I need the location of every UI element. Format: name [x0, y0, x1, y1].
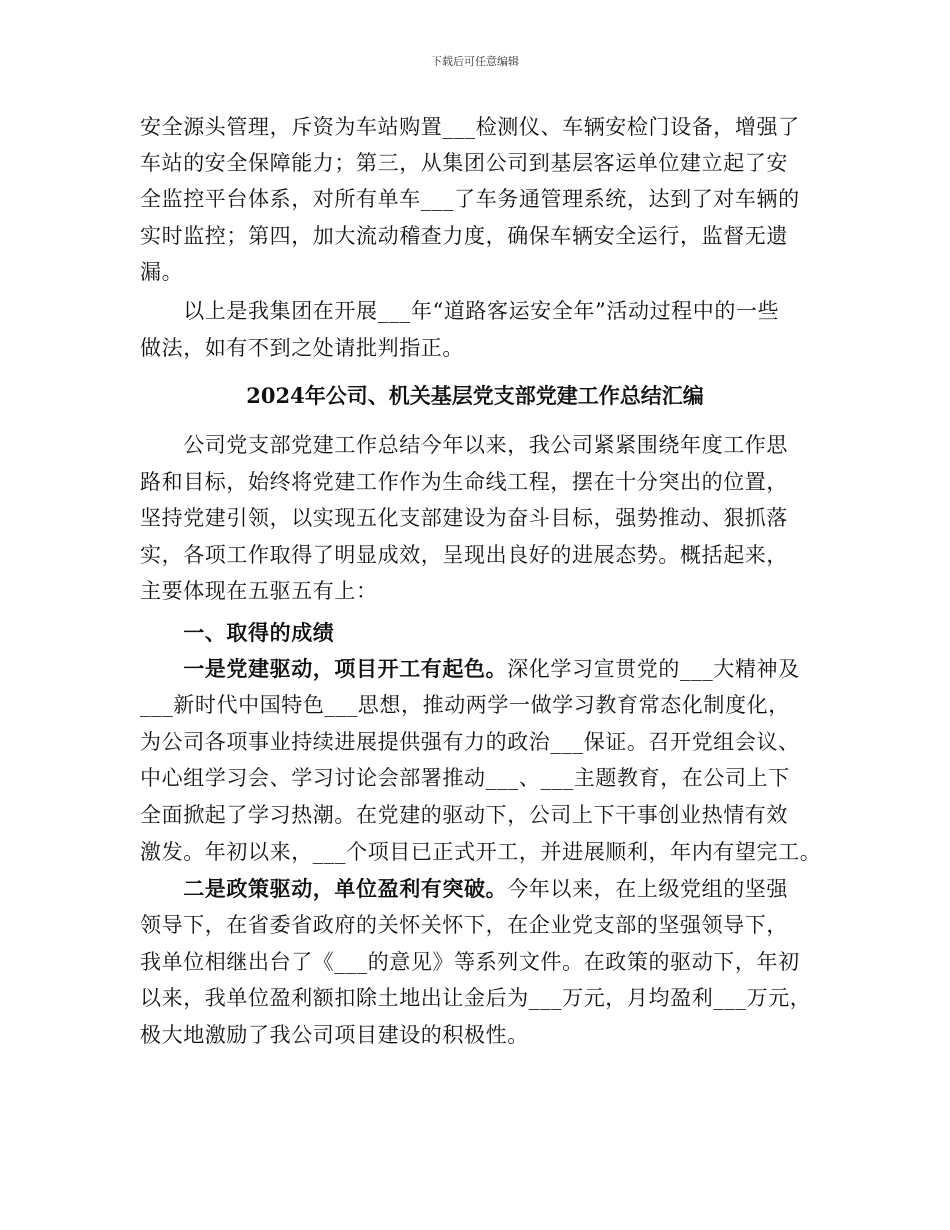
- section-heading-text: 一、取得的成绩: [140, 620, 335, 645]
- item-heading-line: [140, 874, 840, 904]
- paragraph-line: 车站的安全保障能力；第三，从集团公司到基层客运单位建立起了安: [140, 151, 788, 175]
- document-title: 2024年公司、机关基层党支部党建工作总结汇编: [246, 383, 704, 408]
- paragraph-line: 做法，如有不到之处请批判指正。: [140, 336, 464, 360]
- paragraph-line: 全面掀起了学习热潮。在党建的驱动下，公司上下干事创业热情有效: [140, 803, 788, 827]
- paragraph-line: 中心组学习会、学习讨论会部署推动___、___主题教育，在公司上下: [140, 766, 790, 790]
- paragraph-line: 领导下，在省委省政府的关怀关怀下，在企业党支部的坚强领导下，: [140, 913, 788, 937]
- paragraph-line: 以来，我单位盈利额扣除土地出让金后为___万元，月均盈利___万元，: [140, 986, 812, 1010]
- paragraph-line: 为公司各项事业持续进展提供强有力的政治___保证。召开党组会议、: [140, 730, 800, 754]
- paragraph-line: 极大地激励了我公司项目建设的积极性。: [140, 1023, 529, 1047]
- item-text: 今年以来，在上级党组的坚强: [507, 877, 789, 901]
- paragraph-line: 全监控平台体系，对所有单车___了车务通管理系统，达到了对车辆的: [140, 187, 800, 211]
- paragraph-line: 实，各项工作取得了明显成效，呈现出良好的进展态势。概括起来，: [140, 543, 788, 567]
- paragraph-line: 坚持党建引领，以实现五化支部建设为奋斗目标，强势推动、狠抓落: [140, 506, 788, 530]
- paragraph-line: 路和目标，始终将党建工作作为生命线工程，摆在十分突出的位置，: [140, 470, 788, 494]
- item-heading-line: [140, 654, 840, 684]
- paragraph-line: 激发。年初以来，___个项目已正式开工，并进展顺利，年内有望完工。: [140, 840, 822, 864]
- paragraph-line: 实时监控；第四，加大流动稽查力度，确保车辆安全运行，监督无遗: [140, 224, 788, 248]
- paragraph-line: ___新时代中国特色___思想，推动两学一做学习教育常态化制度化，: [140, 693, 790, 717]
- item-bold-lead: 二是政策驱动，单位盈利有突破。: [140, 876, 508, 901]
- paragraph-line: 公司党支部党建工作总结今年以来，我公司紧紧围绕年度工作思: [140, 433, 788, 457]
- paragraph-line: 以上是我集团在开展___年“道路客运安全年”活动过程中的一些: [140, 299, 780, 323]
- paragraph-line: 我单位相继出台了《___的意见》等系列文件。在政策的驱动下，年初: [140, 950, 800, 974]
- page-header: 下载后可任意编辑: [431, 55, 519, 68]
- item-bold-lead: 一是党建驱动，项目开工有起色。: [140, 656, 508, 681]
- paragraph-line: 安全源头管理，斥资为车站购置___检测仪、车辆安检门设备，增强了: [140, 115, 800, 139]
- item-text: 深化学习宣贯党的___大精神及: [507, 657, 800, 681]
- paragraph-line: 漏。: [140, 260, 184, 284]
- section-heading: [140, 618, 840, 648]
- paragraph-line: 主要体现在五驱五有上：: [140, 579, 378, 603]
